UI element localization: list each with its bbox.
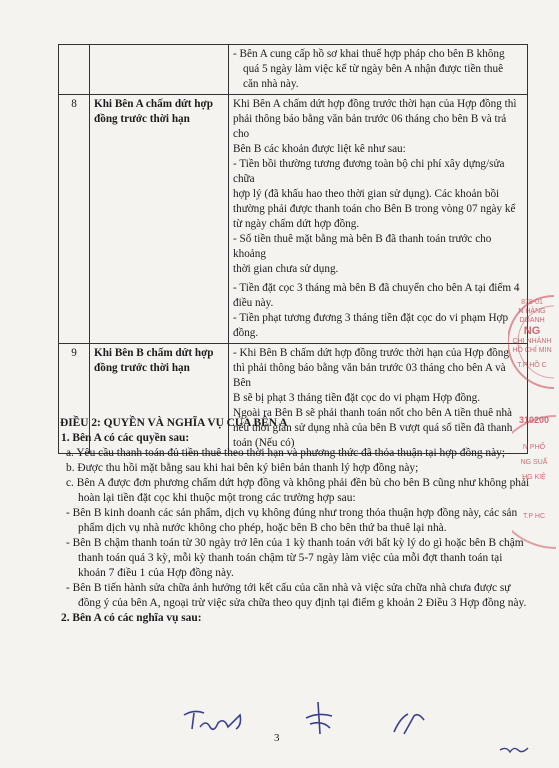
stamp-text: N HÀNG bbox=[518, 308, 546, 315]
text-line: - Khi Bên B chấm dứt hợp đồng trước thời hạn của Hợp đồng bbox=[233, 347, 509, 359]
signature-initials-1 bbox=[180, 705, 250, 735]
stamp-text: 310200 bbox=[518, 415, 550, 425]
text-line: Ngoài ra Bên B sẽ phải thanh toán nốt cho bên A tiền thuê nhà bbox=[233, 407, 513, 419]
text-line: căn nhà này. bbox=[243, 78, 299, 90]
stamp-text: T.P HC bbox=[522, 513, 546, 520]
stamp-text: 878-01 bbox=[521, 299, 543, 306]
text-line: Bên B các khoản được liệt kê như sau: bbox=[233, 143, 406, 155]
text-line: Khi Bên A chấm dứt hợp đồng trước thời hạn của Hợp đồng thì bbox=[233, 98, 517, 110]
row-content bbox=[229, 95, 528, 344]
row-title: Khi Bên B chấm dứt hợp đồng trước thời hạn bbox=[90, 344, 229, 454]
stamp-text: NG bbox=[523, 325, 541, 337]
stamp-text: N PHỐ bbox=[522, 444, 546, 451]
list-item: b. Được thu hồi mặt bằng sau khi hai bên ký biên bản thanh lý hợp đồng này; bbox=[66, 462, 419, 474]
text-line: đồng. bbox=[233, 327, 259, 339]
row-number: 8 bbox=[59, 95, 90, 344]
text-line: từ ngày chấm dứt hợp đồng. bbox=[233, 218, 360, 230]
row-title bbox=[90, 45, 229, 95]
terms-table bbox=[58, 44, 528, 454]
signature-initials-3 bbox=[390, 708, 430, 738]
text-line: điều này. bbox=[233, 297, 274, 309]
stamp-text: T.P HỒ C bbox=[517, 362, 547, 369]
clause-1-heading: 1. Bên A có các quyền sau: bbox=[61, 432, 190, 444]
signature-initials-2 bbox=[300, 698, 340, 738]
row-title: Khi Bên A chấm dứt hợp đồng trước thời hạn bbox=[90, 95, 229, 344]
stamp-text: CHI NHÁNH bbox=[512, 338, 552, 345]
row-number bbox=[59, 45, 90, 95]
stamp-text: HG KIỆ bbox=[522, 474, 546, 481]
article-heading: ĐIỀU 2: QUYỀN VÀ NGHĨA VỤ CỦA BÊN A bbox=[60, 417, 288, 429]
text-line: - Bên A cung cấp hồ sơ khai thuế hợp pháp cho bên B không bbox=[233, 48, 505, 60]
text-line: - Tiền bồi thường tương đương toàn bộ chi phí xây dựng/sửa chữa bbox=[233, 158, 505, 185]
article-2 bbox=[60, 416, 530, 626]
text-line: toán (Nếu có) bbox=[233, 437, 295, 449]
company-stamp bbox=[508, 292, 556, 370]
text-line: B sẽ bị phạt 3 tháng tiền đặt cọc do vi phạm Hợp đồng. bbox=[233, 392, 481, 404]
bullet-item: - Bên B chậm thanh toán từ 30 ngày trở lên của 1 kỳ thanh toán với bất kỳ lý do gì hoặc bên B chậm thanh toán quá 3 kỳ, mỗi kỳ thanh toán chậm từ 5-7 ngày làm việc của mỗi đợt thanh toán tại khoản 7 điều 1 của Hợp đồng này. bbox=[66, 537, 524, 579]
page-number: 3 bbox=[274, 732, 280, 744]
row-number: 9 bbox=[59, 344, 90, 454]
company-stamp bbox=[512, 412, 556, 521]
list-item: a. Yêu cầu thanh toán đủ tiền thuê theo thời hạn và phương thức đã thỏa thuận tại hợp đồng này; bbox=[66, 447, 506, 459]
table-row bbox=[59, 45, 528, 95]
bullet-item: - Bên B tiến hành sửa chữa ảnh hưởng tới kết cấu của căn nhà và việc sửa chữa nhà chưa được sự đồng ý của bên A, ngoại trừ việc sửa chữa theo quy định tại điểm g khoản 2 Điều 3 Hợp đồng này. bbox=[66, 582, 527, 609]
text-line: quá 5 ngày làm việc kể từ ngày bên A nhận được tiền thuê bbox=[243, 63, 504, 75]
stamp-text: NG SUẤ bbox=[520, 459, 548, 466]
text-line: thường phải được thanh toán cho Bên B trong vòng 07 ngày kể bbox=[233, 203, 516, 215]
clause-2-heading: 2. Bên A có các nghĩa vụ sau: bbox=[61, 612, 202, 624]
text-line: - Tiền phạt tương đương 3 tháng tiền đặt cọc do vi phạm Hợp bbox=[233, 312, 509, 324]
text-line: hợp lý (đã khấu hao theo thời gian sử dụng). Các khoản bồi bbox=[233, 188, 500, 200]
bullet-item: - Bên B kinh doanh các sản phẩm, dịch vụ không đúng như trong thỏa thuận hợp đồng này, các sản phẩm dịch vụ nhà nước không cho phép, hoặc bên B cho bên thứ ba thuê lại nhà. bbox=[66, 507, 518, 534]
text-line: phải thông báo bằng văn bản trước 06 tháng cho bên B và trả cho bbox=[233, 113, 507, 140]
text-line: nếu thời gian sử dụng nhà của bên B vượt quá số tiền đã thanh bbox=[233, 422, 513, 434]
stamp-text: HỒ CHÍ MIN bbox=[512, 347, 552, 354]
row-content bbox=[229, 45, 528, 95]
text-line: thì phải thông báo bằng văn bản trước 03 tháng cho bên A và Bên bbox=[233, 362, 506, 389]
list-item: c. Bên A được đơn phương chấm dứt hợp đồng và không phải đền bù cho bên B cũng như không phải hoàn lại tiền đặt cọc khi thuộc một trong các trường hợp sau: bbox=[66, 477, 530, 504]
table-row bbox=[59, 95, 528, 344]
text-line: - Tiền đặt cọc 3 tháng mà bên B đã chuyển cho bên A tại điểm 4 bbox=[233, 282, 520, 294]
text-line: - Số tiền thuê mặt bằng mà bên B đã thanh toán trước cho khoảng bbox=[233, 233, 492, 260]
signature-initials-4 bbox=[498, 740, 532, 758]
stamp-text: DOANH bbox=[519, 317, 545, 324]
text-line: thời gian chưa sử dụng. bbox=[233, 263, 339, 275]
